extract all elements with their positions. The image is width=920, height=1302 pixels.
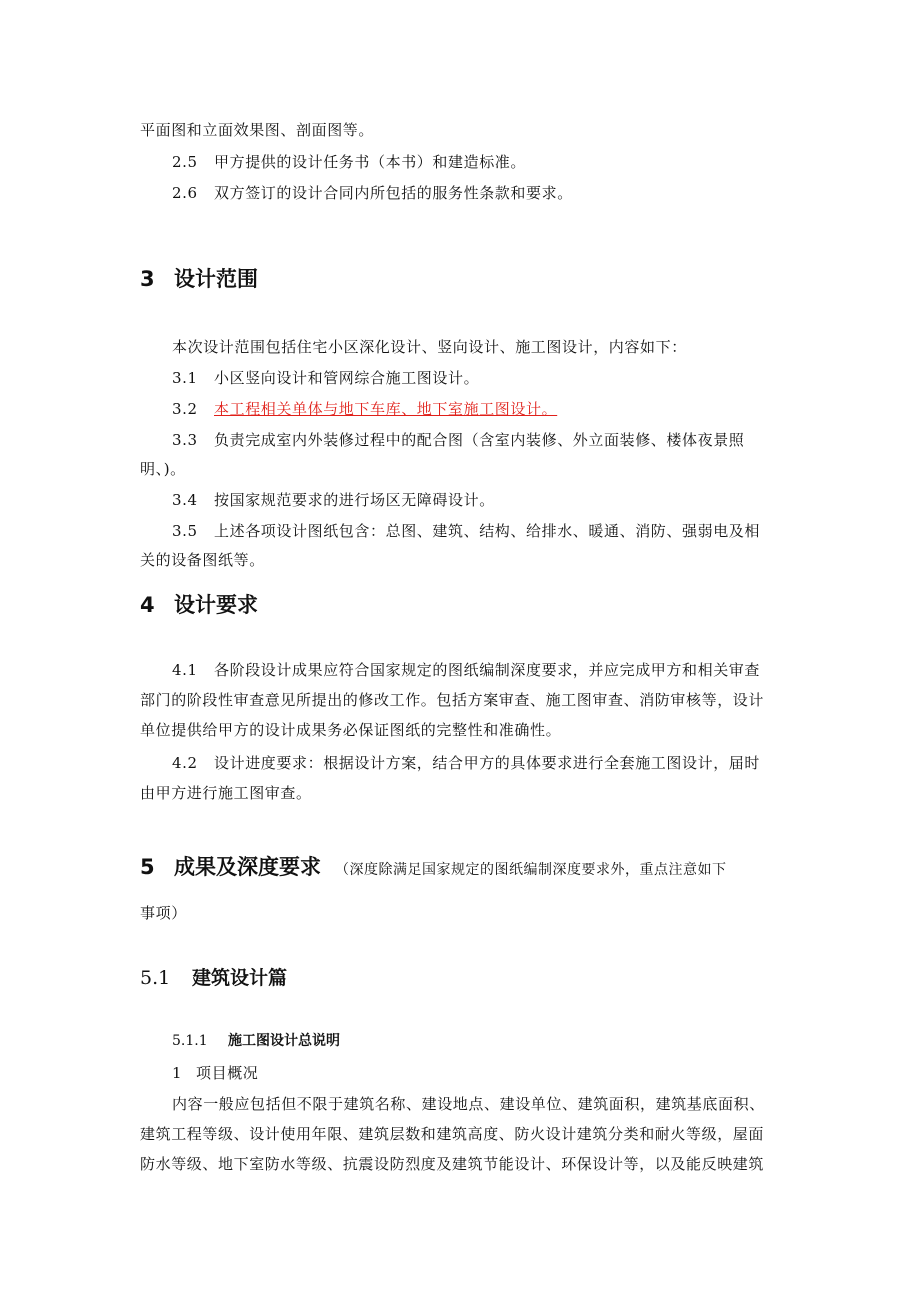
list-item-3-3-cont: 明、)。: [140, 460, 186, 478]
heading-title: 设计范围: [174, 267, 258, 291]
heading-section-3: [140, 265, 258, 293]
item-number: 4.1: [172, 661, 198, 679]
list-item-4-1: [172, 660, 760, 680]
item-number: 3.4: [172, 491, 198, 509]
highlighted-item-text: 本工程相关单体与地下车库、地下室施工图设计。: [214, 400, 558, 418]
list-item-3-5-cont: 关的设备图纸等。: [140, 551, 265, 569]
item-text: 小区竖向设计和管网综合施工图设计。: [214, 369, 480, 387]
list-item-4-1-cont: 部门的阶段性审查意见所提出的修改工作。包括方案审查、施工图审查、消防审核等，设计: [140, 691, 765, 709]
list-item-3-3: [172, 430, 744, 450]
body-paragraph-line: 内容一般应包括但不限于建筑名称、建设地点、建设单位、建筑面积，建筑基底面积、: [172, 1095, 765, 1113]
heading-note: （深度除满足国家规定的图纸编制深度要求外，重点注意如下: [335, 862, 727, 878]
item-number: 3.3: [172, 431, 198, 449]
item-number: 3.2: [172, 400, 198, 418]
heading-number: 5.1: [140, 967, 171, 989]
heading-section-5: [140, 853, 727, 884]
list-item-3-4: [172, 490, 495, 510]
item-text: 甲方提供的设计任务书（本书）和建造标准。: [214, 153, 527, 171]
heading-number: 5: [140, 855, 155, 879]
item-number: 3.5: [172, 522, 198, 540]
heading-number: 5.1.1: [172, 1033, 208, 1049]
heading-title: 设计要求: [174, 593, 258, 617]
heading-section-5-1: [140, 965, 287, 991]
heading-title: 成果及深度要求: [174, 855, 321, 879]
list-item-4-2: [172, 753, 760, 773]
item-text: 设计进度要求：根据设计方案，结合甲方的具体要求进行全套施工图设计，届时: [214, 754, 761, 772]
paragraph-line: 平面图和立面效果图、剖面图等。: [140, 121, 375, 139]
subsection-1: [172, 1063, 258, 1083]
list-item-3-2: [172, 399, 557, 419]
item-number: 3.1: [172, 369, 198, 387]
item-number: 2.5: [172, 153, 198, 171]
section-3-intro: 本次设计范围包括住宅小区深化设计、竖向设计、施工图设计，内容如下：: [172, 338, 687, 356]
heading-title: 建筑设计篇: [192, 967, 288, 989]
heading-section-5-1-1: [172, 1031, 340, 1051]
item-number: 4.2: [172, 754, 198, 772]
heading-number: 4: [140, 593, 155, 617]
list-item-2-5: [172, 152, 526, 172]
list-item-3-5: [172, 521, 760, 541]
heading-number: 3: [140, 267, 155, 291]
item-number: 1: [172, 1064, 183, 1082]
item-text: 双方签订的设计合同内所包括的服务性条款和要求。: [214, 184, 573, 202]
item-text: 负责完成室内外装修过程中的配合图（含室内装修、外立面装修、楼体夜景照: [214, 431, 745, 449]
item-text: 项目概况: [196, 1064, 259, 1082]
heading-title: 施工图设计总说明: [228, 1033, 340, 1049]
list-item-4-1-cont: 单位提供给甲方的设计成果务必保证图纸的完整性和准确性。: [140, 721, 562, 739]
heading-note-cont: 事项）: [140, 904, 187, 922]
list-item-3-1: [172, 368, 479, 388]
item-text: 上述各项设计图纸包含：总图、建筑、结构、给排水、暖通、消防、强弱电及相: [214, 522, 761, 540]
heading-section-4: [140, 591, 258, 619]
list-item-4-2-cont: 由甲方进行施工图审查。: [140, 784, 312, 802]
body-paragraph-line: 防水等级、地下室防水等级、抗震设防烈度及建筑节能设计、环保设计等，以及能反映建筑: [140, 1155, 765, 1173]
item-text: 按国家规范要求的进行场区无障碍设计。: [214, 491, 495, 509]
list-item-2-6: [172, 183, 573, 203]
body-paragraph-line: 建筑工程等级、设计使用年限、建筑层数和建筑高度、防火设计建筑分类和耐火等级，屋面: [140, 1125, 765, 1143]
item-number: 2.6: [172, 184, 198, 202]
item-text: 各阶段设计成果应符合国家规定的图纸编制深度要求，并应完成甲方和相关审查: [214, 661, 761, 679]
